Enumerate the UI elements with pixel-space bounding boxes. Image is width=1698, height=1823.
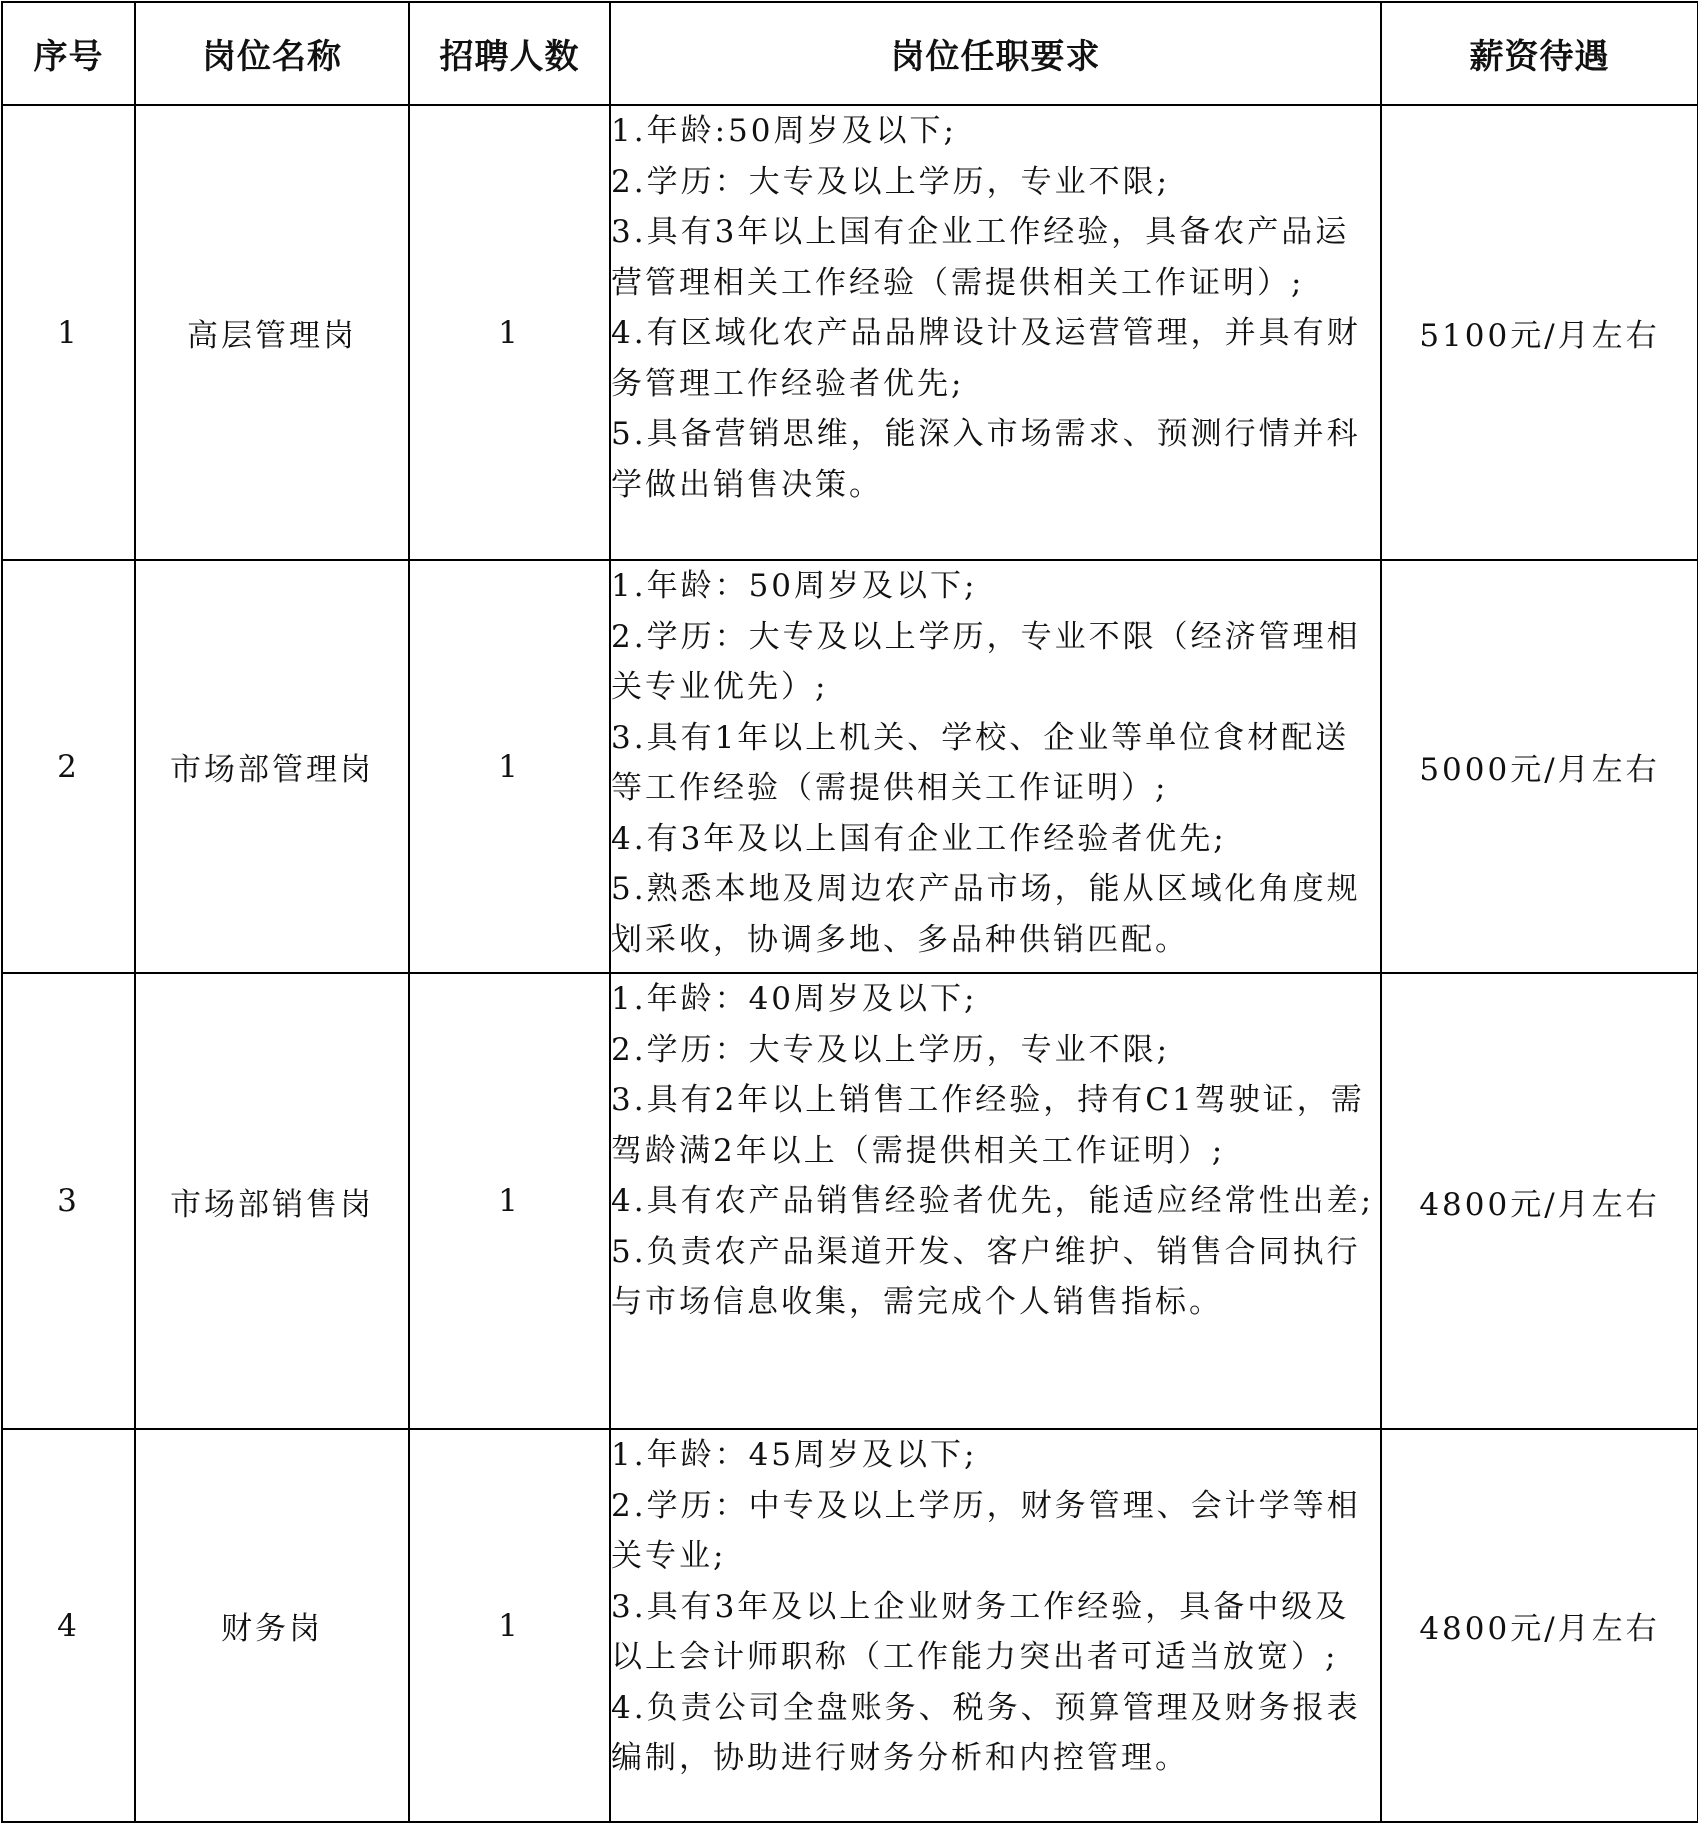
requirement-item: 5.负责农产品渠道开发、客户维护、销售合同执行与市场信息收集，需完成个人销售指标。 bbox=[611, 1233, 1361, 1320]
requirement-item: 1.年龄：40周岁及以下; bbox=[611, 981, 978, 1017]
row-number: 4 bbox=[2, 1429, 135, 1822]
requirement-item: 4.负责公司全盘账务、税务、预算管理及财务报表编制，协助进行财务分析和内控管理。 bbox=[611, 1689, 1361, 1776]
salary: 4800元/月左右 bbox=[1381, 973, 1698, 1429]
headcount: 1 bbox=[409, 560, 610, 973]
salary: 5000元/月左右 bbox=[1381, 560, 1698, 973]
requirement-item: 3.具有2年以上销售工作经验，持有C1驾驶证，需驾龄满2年以上（需提供相关工作证明）; bbox=[611, 1082, 1365, 1169]
requirement-item: 2.学历：大专及以上学历，专业不限; bbox=[611, 1031, 1171, 1068]
headcount: 1 bbox=[409, 973, 610, 1429]
requirement-item: 1.年龄：45周岁及以下; bbox=[611, 1437, 978, 1473]
requirement-item: 2.学历：大专及以上学历，专业不限; bbox=[611, 163, 1171, 200]
headcount: 1 bbox=[409, 105, 610, 560]
requirement-item: 3.具有3年以上国有企业工作经验，具备农产品运营管理相关工作经验（需提供相关工作证明）; bbox=[611, 214, 1350, 301]
requirement-item: 1.年龄:50周岁及以下; bbox=[611, 113, 957, 149]
requirement-item: 1.年龄：50周岁及以下; bbox=[611, 568, 978, 604]
salary: 4800元/月左右 bbox=[1381, 1429, 1698, 1822]
requirement-item: 5.具备营销思维，能深入市场需求、预测行情并科学做出销售决策。 bbox=[611, 416, 1361, 503]
recruitment-table bbox=[1, 1, 1698, 1823]
requirement-item: 5.熟悉本地及周边农产品市场，能从区域化角度规划采收，协调多地、多品种供销匹配。 bbox=[611, 871, 1361, 958]
header-row bbox=[2, 2, 1698, 105]
requirements-cell bbox=[610, 105, 1381, 560]
table-row bbox=[2, 560, 1698, 973]
position-title: 市场部销售岗 bbox=[135, 973, 409, 1429]
requirements-cell bbox=[610, 973, 1381, 1429]
position-title: 高层管理岗 bbox=[135, 105, 409, 560]
requirement-item: 4.有3年及以上国有企业工作经验者优先; bbox=[611, 820, 1227, 857]
requirement-item: 3.具有1年以上机关、学校、企业等单位食材配送等工作经验（需提供相关工作证明）; bbox=[611, 719, 1350, 806]
position-title: 市场部管理岗 bbox=[135, 560, 409, 973]
table-row bbox=[2, 1429, 1698, 1822]
header-no: 序号 bbox=[2, 2, 135, 105]
position-title: 财务岗 bbox=[135, 1429, 409, 1822]
header-salary: 薪资待遇 bbox=[1381, 2, 1698, 105]
requirement-item: 4.具有农产品销售经验者优先，能适应经常性出差; bbox=[611, 1183, 1375, 1219]
row-number: 3 bbox=[2, 973, 135, 1429]
table-row bbox=[2, 973, 1698, 1429]
requirement-item: 2.学历：大专及以上学历，专业不限（经济管理相关专业优先）; bbox=[611, 618, 1361, 705]
row-number: 1 bbox=[2, 105, 135, 560]
requirements-cell bbox=[610, 1429, 1381, 1822]
requirement-item: 2.学历：中专及以上学历，财务管理、会计学等相关专业; bbox=[611, 1487, 1361, 1574]
salary: 5100元/月左右 bbox=[1381, 105, 1698, 560]
header-count: 招聘人数 bbox=[409, 2, 610, 105]
requirement-item: 4.有区域化农产品品牌设计及运营管理，并具有财务管理工作经验者优先; bbox=[611, 315, 1361, 402]
row-number: 2 bbox=[2, 560, 135, 973]
table-row bbox=[2, 105, 1698, 560]
headcount: 1 bbox=[409, 1429, 610, 1822]
header-position: 岗位名称 bbox=[135, 2, 409, 105]
requirement-item: 3.具有3年及以上企业财务工作经验，具备中级及以上会计师职称（工作能力突出者可适当放宽）; bbox=[611, 1588, 1350, 1675]
header-requirements: 岗位任职要求 bbox=[610, 2, 1381, 105]
requirements-cell bbox=[610, 560, 1381, 973]
